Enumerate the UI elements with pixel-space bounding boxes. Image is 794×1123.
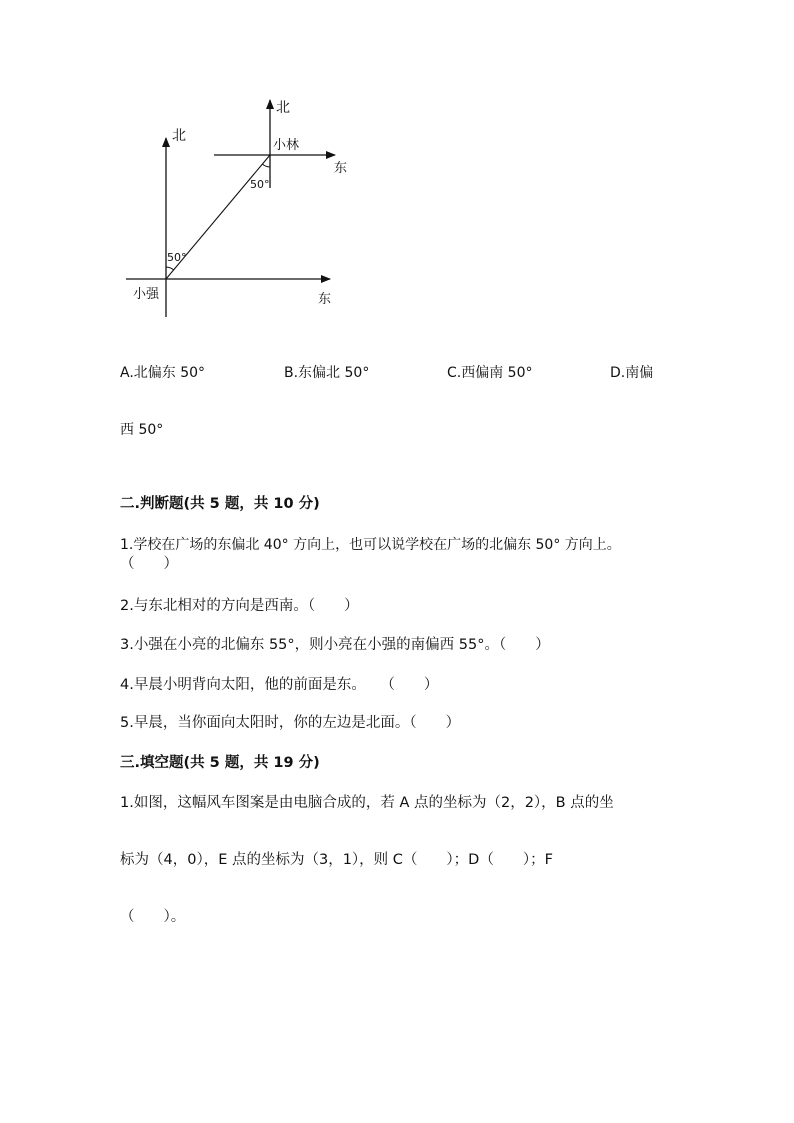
right-angle-label: 50° [250, 178, 270, 191]
xiaolin-label: 小林 [273, 138, 300, 153]
left-north-label: 北 [172, 128, 186, 144]
section2-q3: 3.小强在小亮的北偏东 55°，则小亮在小强的南偏西 55°。（ ） [120, 637, 550, 653]
option-a: A.北偏东 50° [120, 365, 206, 381]
section2-q5: 5.早晨，当你面向太阳时，你的左边是北面。（ ） [120, 715, 461, 731]
section2-q1-line1: 1.学校在广场的东偏北 40° 方向上，也可以说学校在广场的北偏东 50° 方向上。 [120, 537, 621, 553]
option-d-line1: D.南偏 [610, 365, 654, 381]
direction-diagram [0, 0, 794, 340]
right-east-label: 东 [334, 161, 348, 176]
right-north-label: 北 [276, 100, 290, 116]
option-b: B.东偏北 50° [284, 365, 370, 381]
left-angle-label: 50° [167, 251, 187, 264]
section2-q4: 4.早晨小明背向太阳，他的前面是东。 （ ） [120, 677, 439, 693]
section2-q2: 2.与东北相对的方向是西南。（ ） [120, 598, 359, 614]
left-east-label: 东 [318, 292, 332, 307]
section2-heading: 二.判断题(共 5 题，共 10 分) [120, 496, 320, 512]
option-d-line2: 西 50° [120, 422, 164, 438]
option-c: C.西偏南 50° [447, 365, 533, 381]
section3-q1-line1: 1.如图，这幅风车图案是由电脑合成的，若 A 点的坐标为（2，2），B 点的坐 [120, 795, 614, 811]
angle-arc-right [262, 164, 270, 167]
xiaoqiang-label: 小强 [133, 287, 160, 302]
section3-heading: 三.填空题(共 5 题，共 19 分) [120, 755, 320, 771]
angle-arc-left [166, 267, 174, 270]
section3-q1-line2: 标为（4，0），E 点的坐标为（3，1），则 C（ ）；D（ ）；F [120, 852, 553, 868]
section2-q1-line2: （ ） [120, 556, 178, 572]
section3-q1-line3: （ ）。 [120, 909, 186, 925]
